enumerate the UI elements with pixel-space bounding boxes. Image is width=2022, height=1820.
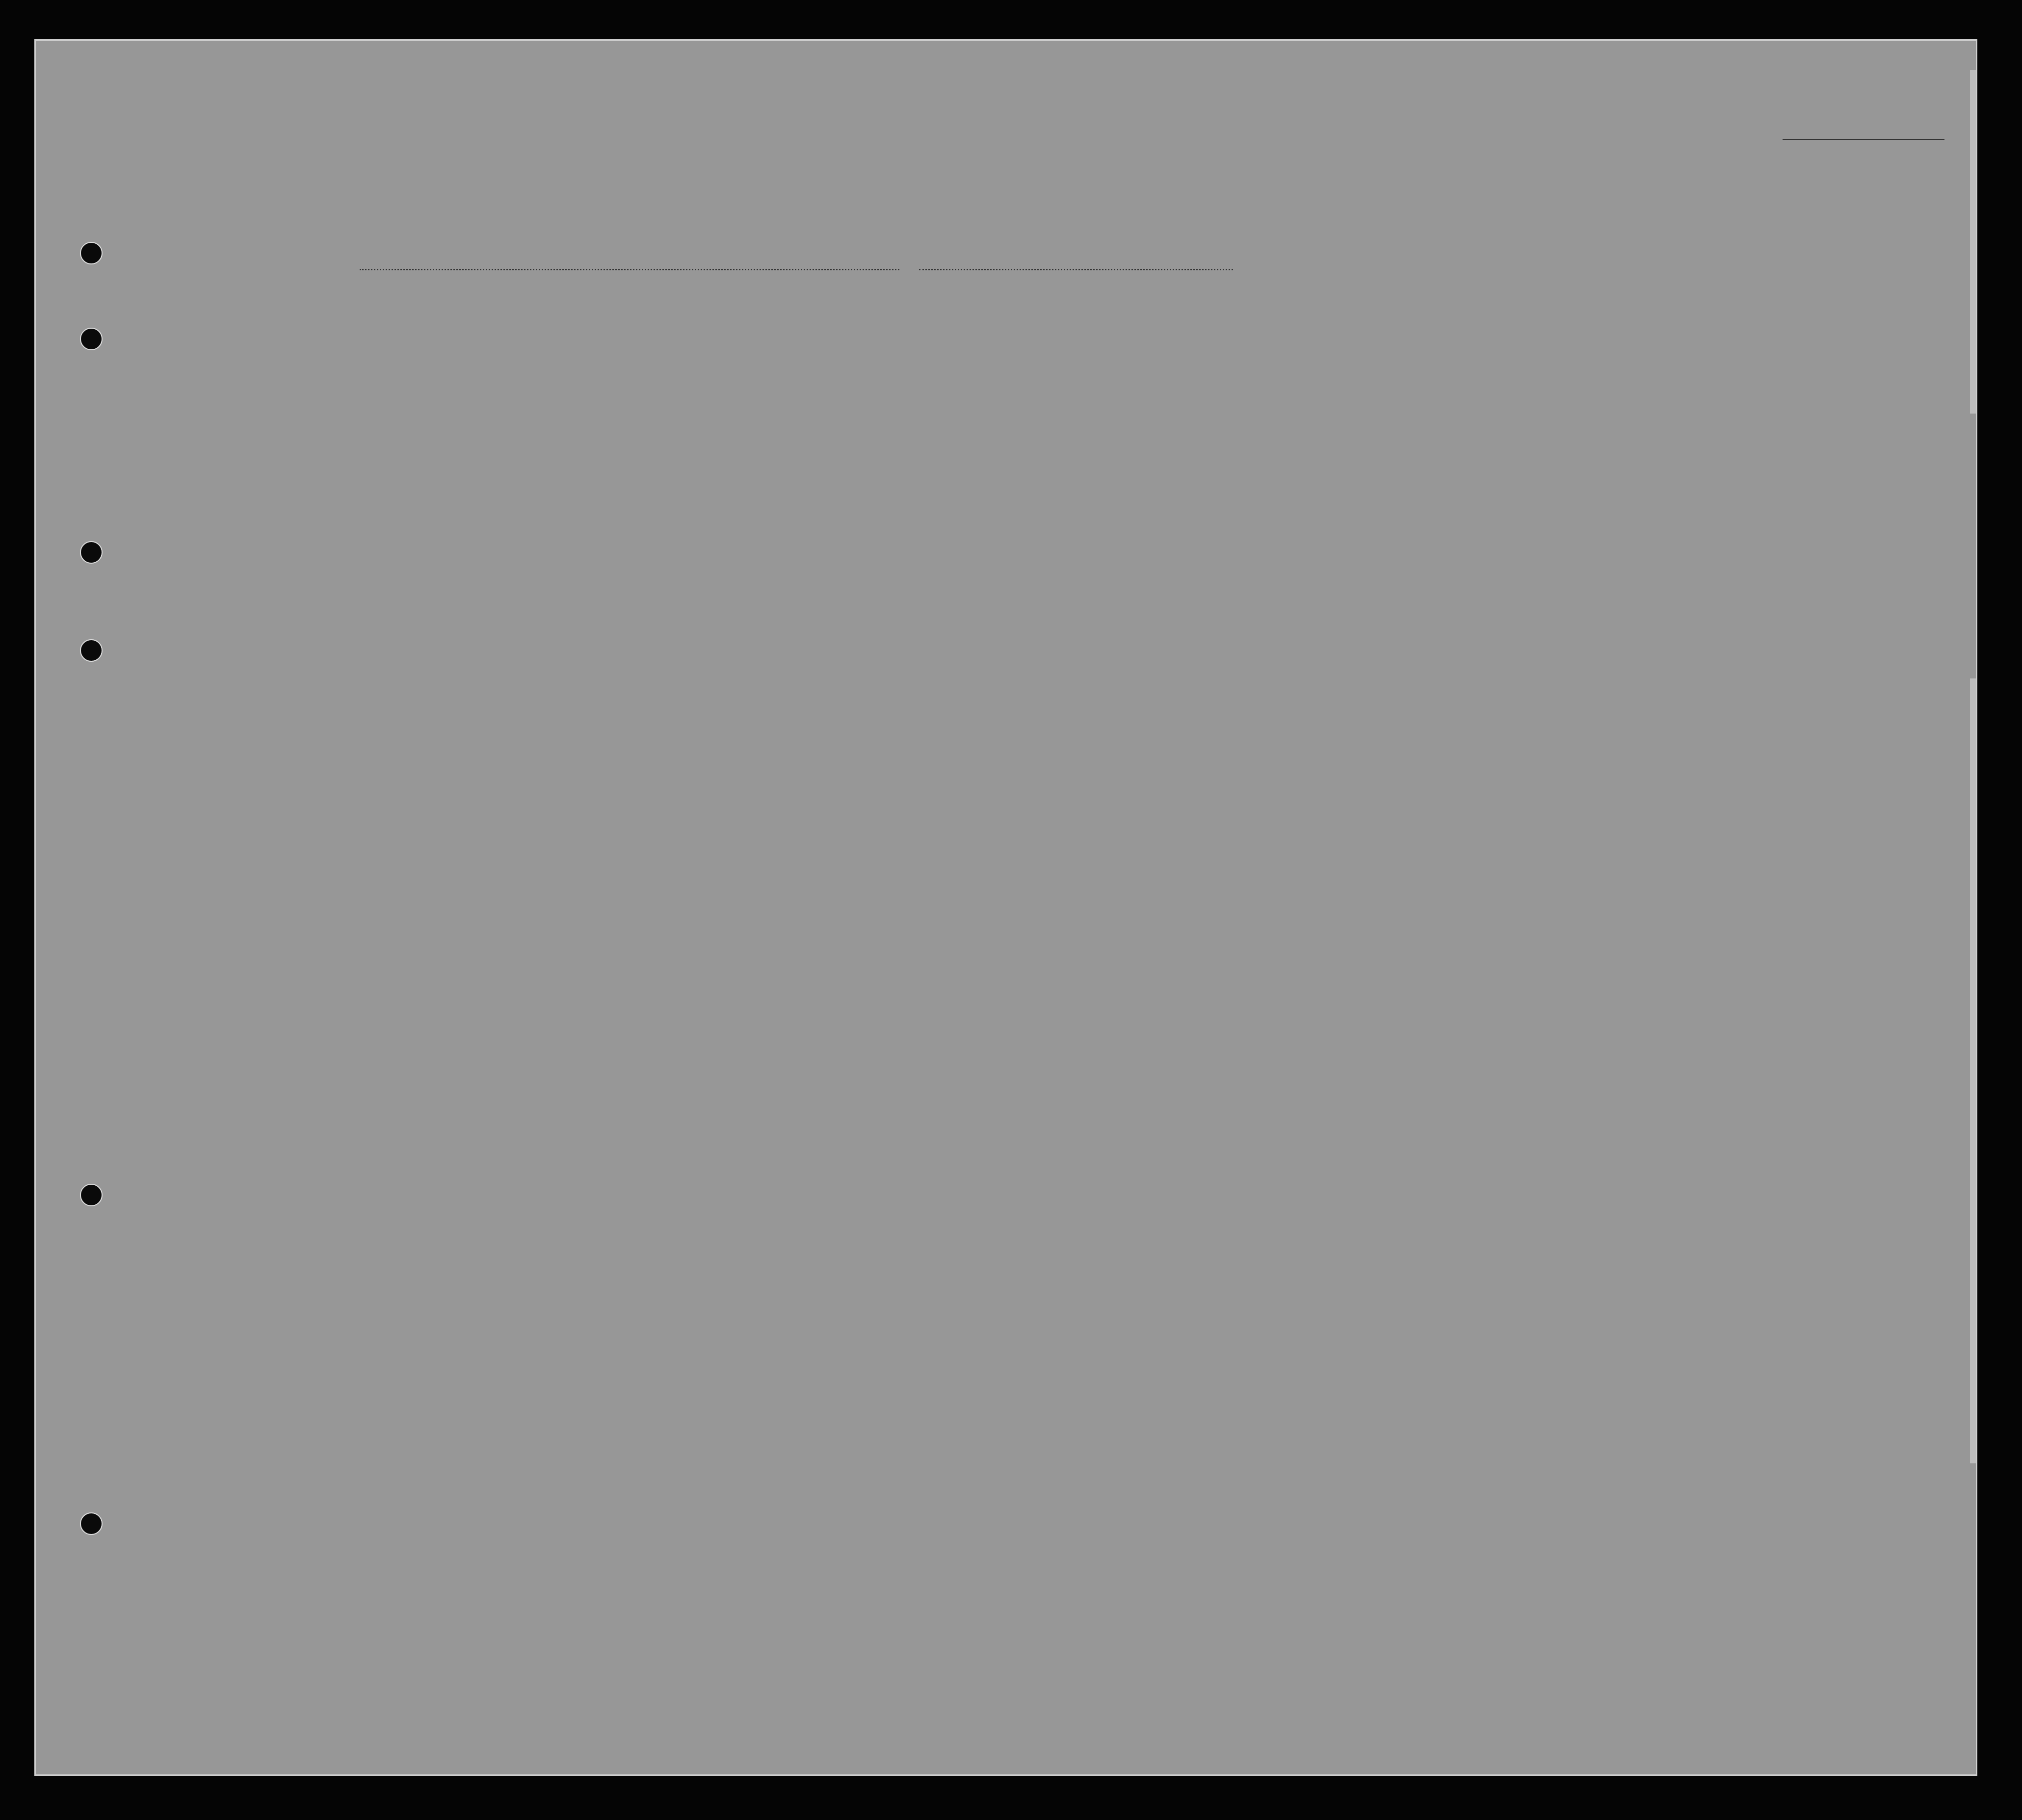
manifest-sheet	[34, 39, 1977, 1776]
manifest-ledger	[36, 41, 1977, 1776]
